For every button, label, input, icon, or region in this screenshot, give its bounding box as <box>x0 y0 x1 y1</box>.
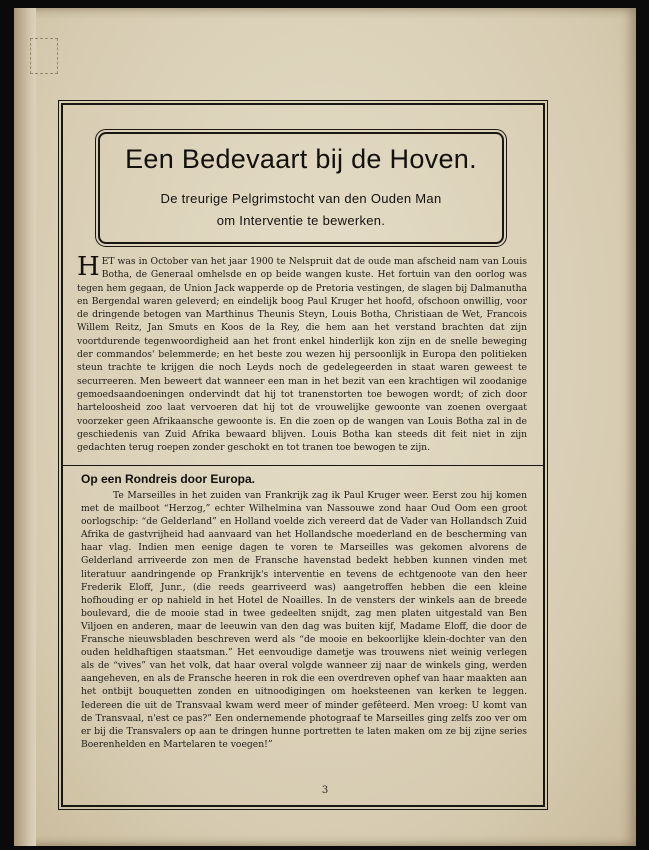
intro-paragraph-text: ET was in October van het jaar 1900 te Nelspruit dat de oude man afscheid nam van Louis Botha, de Generaal omhelsde en op beide wangen kuste. Het fortuin van den oorlog was tegen hem gegaan, de Union Jack wapperde op de Pretoria vestingen, de slagen bij Dalmanutha en Bergendal waren geleverd; en eindelijk boog Paul Kruger het hoofd, ofschoon onwillig, voor de dringende betogen van Marthinus Theunis Steyn, Louis Botha, Christiaan de Wet, Francois Willem Reitz, Jan Smuts en Koos de la Rey, die hem aan het verstand brachten dat zijn voortdurende tegenwoordigheid aan het front enkel hinderlijk kon zijn en de snelle beweging der commandos' belemmerde; en het beste zou wezen hij persoonlijk in Europa den politieken steun trachte te krijgen die noch Leyds noch de gedelegeerden in staat waren geweest te securreeren. Men beweert dat wanneer een man in het bezit van een krachtigen wil zoodanige gemoedsaandoeningen ondervindt dat hij tot tranenstorten toe bewogen wordt; of zich door harteloosheid zoo laat vervoeren dat hij tot de vrouwelijke gewoonte van zoenen overgaat voorzeker geen Afrikaansche gewoonte is. En die zoen op de wangen van Louis Botha zal in de geschiedenis van Zuid Afrika bewaard blijven. Louis Botha kan steeds dit feit niet in zijn gedachten terug roepen zonder geschokt en tot tranen toe bewogen te zijn. <box>77 256 527 454</box>
section-divider <box>63 465 543 466</box>
drop-cap: H <box>77 252 100 282</box>
page-number: 3 <box>321 785 329 796</box>
subtitle-line-1: De treurige Pelgrimstocht van den Ouden Man <box>160 191 442 206</box>
binding-stitch <box>30 38 58 74</box>
article-title: Een Bedevaart bij de Hoven. <box>125 144 477 174</box>
page-binding <box>14 8 36 846</box>
section-heading: Op een Rondreis door Europa. <box>81 472 256 486</box>
section-paragraph: Te Marseilles in het zuiden van Frankrijk zag ik Paul Kruger weer. Eerst zou hij komen met de mailboot “Herzog,” echter Wilhelmina van Nassouwe zond haar Oud Oom een groot oorlogschip: “de Gelderland” en Holland voelde zich vereerd dat de Vader van Hollandsch Zuid Afrika de gastvrijheid had aanvaard van het Hollandsche moederland en de bescherming van haar vlag. Indien men eenige dagen te voren te Marseilles was gekomen alvorens de Gelderland arriveerde zon men de Fransche havenstad bedekt hebben kunnen vinden met literatuur aandringende op Frankrijk's interventie en tevens de echtgenoote van den heer Frederik Eloff, Junr., (die reeds gearriveerd was) aangetroffen hebben die een kleine hofhouding er op nahield in het Hotel de Noailles. In de vensters der winkels aan de breede boulevard, die de mooie stad in twee gedeelten snijdt, zag men platen uitgestald van Ben Viljoen en anderen, maar de leeuwin van den dag was buiten kijf, Madame Eloff, die door de Fransche nieuwsbladen beschreven werd als “de mooie en bekoorlijke klein-dochter van den ouden heldhaftigen staatsman.” Het eenvoudige dametje was trouwens niet weinig verlegen als de “vives” van het volk, dat haar overal volgde wanneer zij naar de winkels ging, werden aangeheven, en als de Fransche heeren in rok die een overdreven ophef van haar maakten aan het ontbijt bouquetten zonden en uitnoodigingen om hoeksteenen van kerken te leggen. Iedereen die uit de Transvaal kwam werd meer of minder gefêteerd. Men vroeg: U komt van de Transvaal, n'est ce pas?” Een ondernemende photograaf te Marseilles ging zelfs zoo ver om er bij die Transvalers op aan te dringen hunne portretten te laten maken om ze bij zijne series Boerenhelden en Martelaren te voegen!” <box>81 490 527 750</box>
intro-paragraph <box>77 252 527 454</box>
subtitle-line-2: om Interventie te bewerken. <box>216 213 386 228</box>
book-page <box>14 8 636 846</box>
article-subtitle <box>100 188 502 232</box>
title-box <box>98 132 504 244</box>
article-frame <box>61 103 545 807</box>
